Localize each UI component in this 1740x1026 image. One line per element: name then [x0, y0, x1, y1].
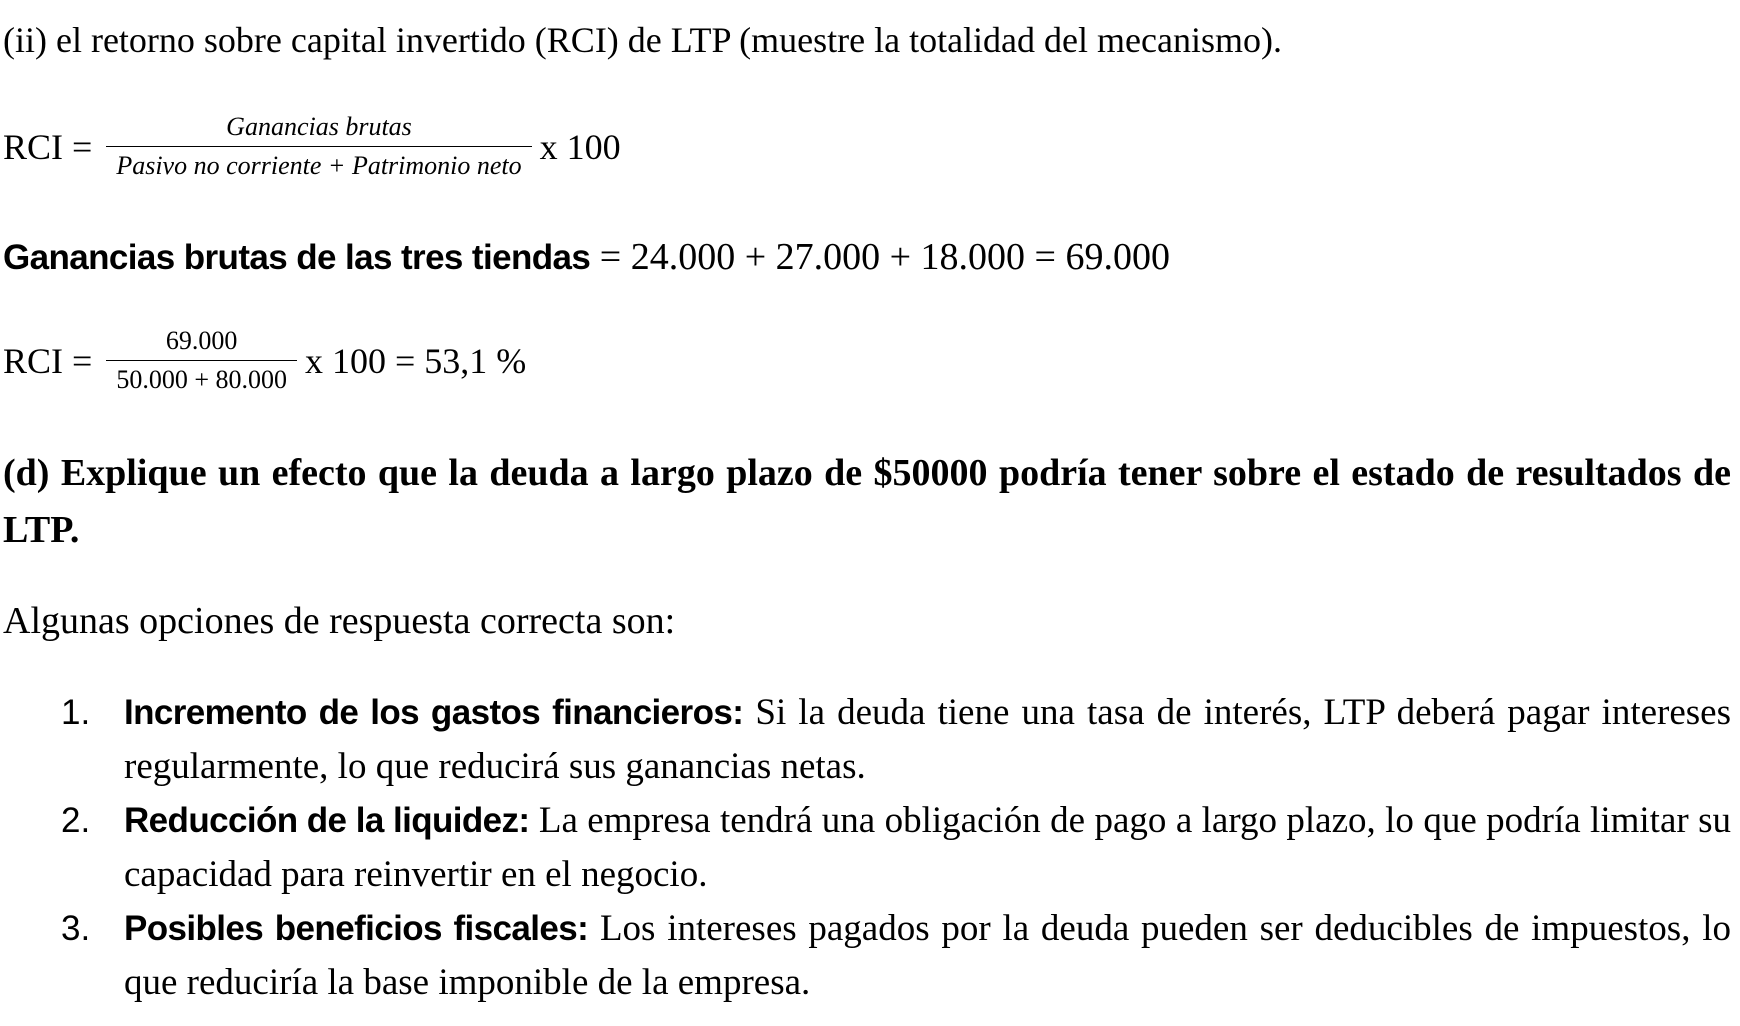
list-item [3, 902, 1731, 1010]
list-number: 2. [61, 801, 91, 840]
fraction-numerator: 69.000 [165, 326, 238, 355]
list-number: 1. [61, 693, 91, 732]
formula-fraction [106, 112, 531, 181]
list-number: 3. [61, 909, 91, 948]
formula-lhs: RCI = [3, 126, 93, 167]
gross-profit-label: Ganancias brutas de las tres tiendas [3, 238, 591, 277]
answer-term: Incremento de los gastos financieros: [124, 693, 744, 732]
rci-general-formula [3, 112, 621, 181]
formula-lhs: RCI = [3, 340, 93, 381]
formula-rhs: x 100 = 53,1 % [305, 340, 527, 381]
answers-list [3, 686, 1731, 1010]
list-item [3, 686, 1731, 794]
rci-numeric-formula [3, 326, 526, 395]
answer-text: Si la deuda tiene una tasa de interés, LTP deberá pagar intereses regularmente, lo que reducirá sus ganancias netas. [124, 692, 1731, 787]
formula-rhs: x 100 [539, 126, 621, 167]
answer-text: La empresa tendrá una obligación de pago a largo plazo, lo que podría limitar su capacidad para reinvertir en el negocio. [124, 800, 1731, 895]
answer-term: Posibles beneficios fiscales: [124, 909, 589, 948]
gross-profit-values: = 24.000 + 27.000 + 18.000 = 69.000 [590, 236, 1170, 278]
answer-term: Reducción de la liquidez: [124, 801, 530, 840]
fraction-numerator: Ganancias brutas [226, 112, 412, 141]
formula-fraction [106, 326, 297, 395]
list-item [3, 794, 1731, 902]
gross-profit-equation [3, 234, 1170, 281]
part-ii-prompt: (ii) el retorno sobre capital invertido (RCI) de LTP (muestre la totalidad del mecanismo). [3, 20, 1282, 60]
fraction-denominator: 50.000 + 80.000 [106, 360, 297, 395]
fraction-denominator: Pasivo no corriente + Patrimonio neto [106, 146, 531, 181]
answer-text: Los intereses pagados por la deuda pueden ser deducibles de impuestos, lo que reduciría la base imponible de la empresa. [124, 908, 1731, 1003]
answers-intro: Algunas opciones de respuesta correcta son: [3, 600, 676, 642]
question-d: (d) Explique un efecto que la deuda a largo plazo de $50000 podría tener sobre el estado de resultados de LTP. [3, 452, 1731, 551]
